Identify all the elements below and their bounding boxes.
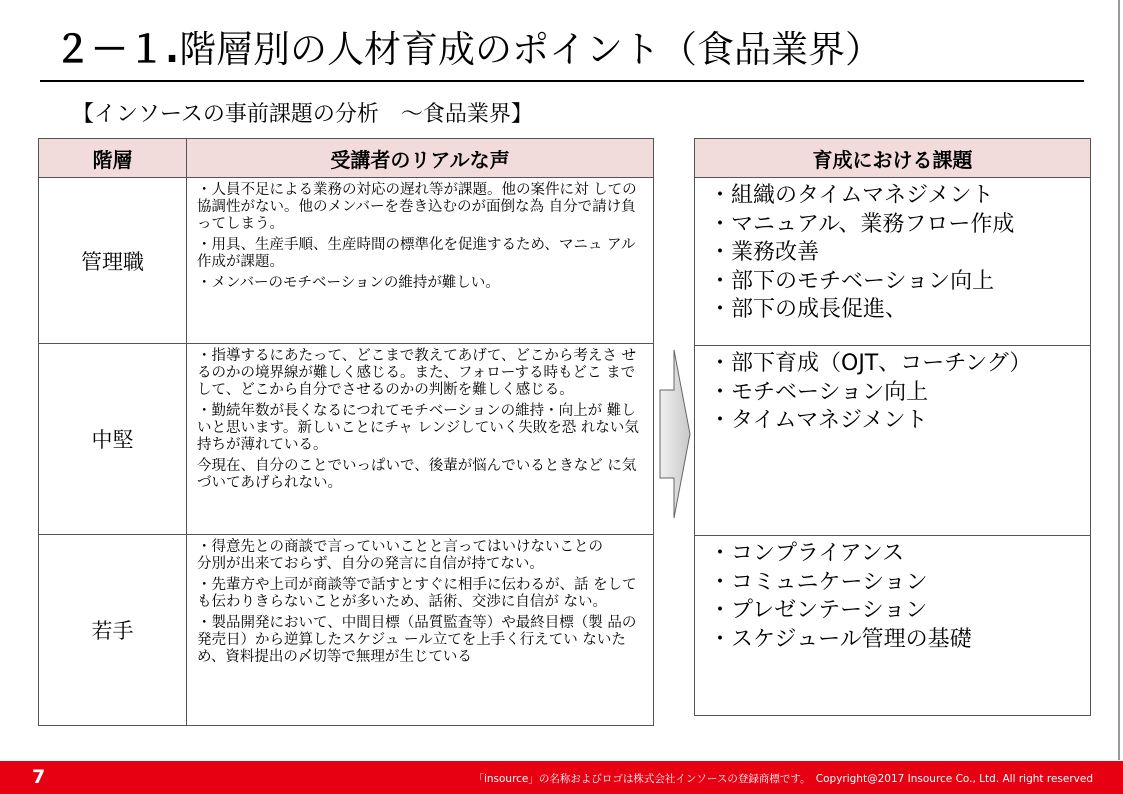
page-number: 7: [32, 766, 46, 788]
title-text: 階層別の人材育成のポイント（食品業界）: [179, 28, 883, 71]
voice-text: ・人員不足による業務の対応の遅れ等が課題。他の案件に対 しての協調性がない。他のメンバーを巻き込むのが面倒な為 自分で請け負ってしまう。: [197, 182, 637, 232]
challenge-group-midlevel: [695, 346, 1091, 536]
header-level: 階層: [39, 139, 187, 178]
challenge-item: ・コンプライアンス: [709, 541, 905, 566]
voice-text: ・製品開発において、中間目標（品質監査等）や最終目標（製 品の発売日）から逆算したスケジュ ール立てを上手く行えてい ないため、資料提出の〆切等で無理が生じている: [197, 615, 637, 665]
challenge-item: ・業務改善: [709, 240, 820, 265]
challenge-item: ・部下の成長促進、: [709, 297, 908, 322]
challenges-table: [694, 138, 1091, 716]
table-row-junior: [39, 535, 654, 726]
level-cell: 管理職: [39, 178, 187, 344]
slide-right-border: [1118, 0, 1120, 760]
challenge-item: ・スケジュール管理の基礎: [709, 626, 972, 652]
challenges-header: 育成における課題: [695, 139, 1091, 178]
voice-text: ・勤続年数が長くなるにつれてモチベーションの維持・向上が 難しいと思います。新しいことにチャ レンジしていく失敗を恐 れない気持ちが薄れている。: [197, 403, 639, 453]
section-subtitle: 【インソースの事前課題の分析 ～食品業界】: [72, 102, 533, 127]
table-row-midlevel: [39, 344, 654, 535]
voice-text: ・得意先との商談で言っていいことと言ってはいけないことの 分別が出来ておらず、自分の発言に自信が持てない。: [197, 539, 603, 572]
copyright-notice: 「insource」の名称およびロゴは株式会社インソースの登録商標です。 Copyright@2017 Insource Co., Ltd. All right reserved: [473, 773, 1093, 785]
voice-cell: [187, 535, 654, 726]
slide-title: [54, 28, 882, 72]
challenge-item: ・マニュアル、業務フロー作成: [709, 211, 1015, 237]
challenge-item: ・コミュニケーション: [709, 569, 928, 595]
challenges-header-row: [695, 139, 1091, 178]
title-number: ２－１.: [54, 28, 180, 71]
voice-cell: [187, 344, 654, 535]
table-row-manager: [39, 178, 654, 344]
challenge-cell: [695, 536, 1091, 716]
level-cell: 中堅: [39, 344, 187, 535]
voice-text: ・メンバーのモチベーションの維持が難しい。: [197, 275, 500, 291]
challenge-item: ・プレゼンテーション: [709, 598, 928, 623]
voice-text: ・指導するにあたって、どこまで教えてあげて、どこから考えさ せるのかの境界線が難しく感じる。また、フォローする時もどこ までして、どこから自分でさせるのかの判断を難しく感じる。: [197, 348, 637, 398]
challenge-item: ・部下育成（OJT、コーチング）: [709, 351, 1032, 376]
challenge-group-junior: [695, 536, 1091, 716]
header-voice: 受講者のリアルな声: [187, 139, 654, 178]
right-arrow-icon: [658, 348, 692, 520]
level-cell: 若手: [39, 535, 187, 726]
voices-table: [38, 138, 654, 726]
challenge-item: ・モチベーション向上: [709, 379, 929, 405]
challenge-item: ・部下のモチベーション向上: [709, 268, 995, 294]
voice-text: ・先輩方や上司が商談等で話すとすぐに相手に伝わるが、話 をしても伝わりきらないことが多いため、話術、交渉に自信が ない。: [197, 577, 637, 610]
voice-text: 今現在、自分のことでいっぱいで、後輩が悩んでいるときなど に気づいてあげられない。: [197, 458, 637, 491]
challenge-cell: [695, 178, 1091, 346]
footer-bar: [0, 761, 1123, 794]
challenge-item: ・タイムマネジメント: [709, 408, 928, 433]
voice-cell: [187, 178, 654, 344]
title-underline: [40, 80, 1084, 82]
voices-table-header-row: [39, 139, 654, 178]
challenge-cell: [695, 346, 1091, 536]
challenge-group-manager: [695, 178, 1091, 346]
voice-text: ・用具、生産手順、生産時間の標準化を促進するため、マニュ アル作成が課題。: [197, 237, 636, 270]
challenge-item: ・組織のタイムマネジメント: [709, 183, 994, 208]
